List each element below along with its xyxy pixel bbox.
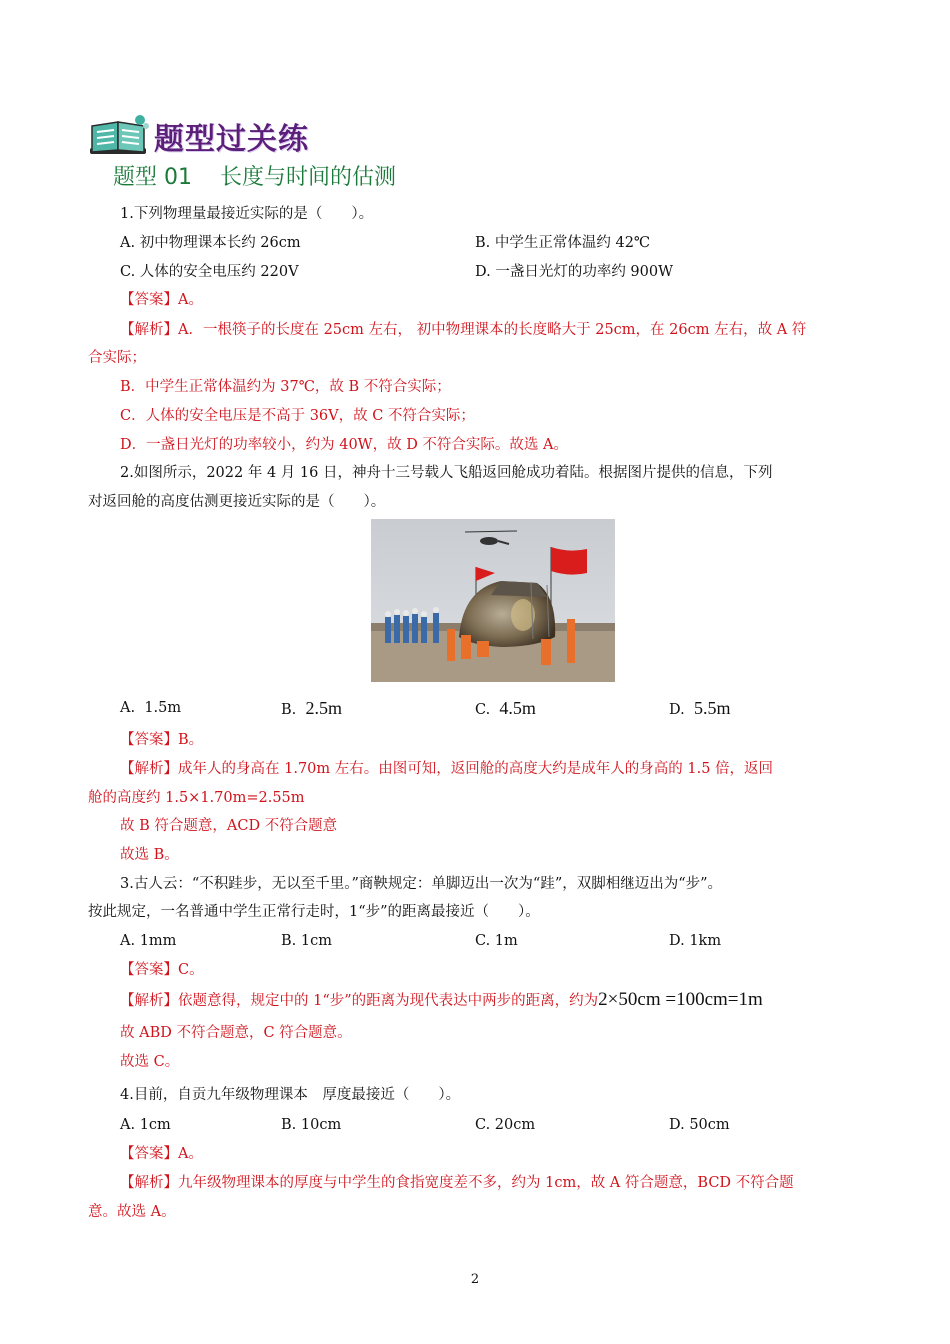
q3-option-a: A. 1mm [120,933,177,949]
q2-option-a-label: A. [120,700,136,716]
q4-analysis-line: 意。故选 A。 [88,1204,176,1220]
q1-option-c: C. 人体的安全电压约 220V [120,264,299,280]
q2-option-b [281,698,342,720]
q3-answer: 【答案】C。 [120,962,204,978]
q2-option-c-value: 4.5m [499,698,536,718]
q3-analysis-line: 故 ABD 不符合题意，C 符合题意。 [120,1025,352,1041]
q2-stem: 对返回舱的高度估测更接近实际的是（ ）。 [88,494,386,510]
q4-option-c: C. 20cm [475,1117,536,1133]
q4-option-d: D. 50cm [669,1117,730,1133]
q2-analysis-line: 【解析】成年人的身高在 1.70m 左右。由图可知，返回舱的高度大约是成年人的身高的 1.5 倍，返回 [120,761,774,777]
open-book-icon [88,112,150,160]
q1-option-a: A. 初中物理课本长约 26cm [120,235,301,251]
q2-option-c [475,698,536,720]
q2-option-b-label: B. [281,702,297,718]
q3-option-c: C. 1m [475,933,518,949]
q2-option-c-label: C. [475,702,491,718]
page-number: 2 [470,1272,480,1287]
q1-analysis-line: 合实际； [88,350,146,366]
section-title: 题型 01 长度与时间的估测 [113,165,396,190]
q3-formula: 2×50cm =100cm=1m [598,989,763,1010]
q2-option-a-value: 1.5m [144,700,182,716]
q2-stem: 2.如图所示，2022 年 4 月 16 日，神舟十三号载人飞船返回舱成功着陆。根据图片提供的信息，下列 [120,465,773,481]
q3-option-d: D. 1km [669,933,722,949]
q2-option-b-value: 2.5m [305,698,342,718]
q2-analysis-line: 故 B 符合题意，ACD 不符合题意 [120,818,338,834]
q4-option-a: A. 1cm [120,1117,171,1133]
q3-analysis-line: 故选 C。 [120,1054,180,1070]
q1-analysis-line: B．中学生正常体温约为 37℃，故 B 不符合实际； [120,379,451,395]
capsule-landing-photo [371,519,615,682]
q1-analysis-line: C．人体的安全电压是不高于 36V，故 C 不符合实际； [120,408,475,424]
q2-analysis-line: 舱的高度约 1.5×1.70m=2.55m [88,790,305,806]
q4-stem: 4.目前，自贡九年级物理课本 厚度最接近（ ）。 [120,1087,461,1103]
q3-analysis-text: 【解析】依题意得，规定中的 1“步”的距离为现代表达中两步的距离，约为 [120,993,599,1009]
q2-option-a [120,698,181,718]
q1-analysis-line: D．一盏日光灯的功率较小，约为 40W，故 D 不符合实际。故选 A。 [120,437,569,453]
q1-option-d: D. 一盏日光灯的功率约 900W [475,264,674,280]
q2-analysis-line: 故选 B。 [120,847,179,863]
q1-stem: 1.下列物理量最接近实际的是（ ）。 [120,206,374,222]
q2-answer: 【答案】B。 [120,732,204,748]
q3-analysis-line [120,990,763,1011]
q1-option-b: B. 中学生正常体温约 42℃ [475,235,651,251]
q3-option-b: B. 1cm [281,933,332,949]
q2-option-d [669,698,730,720]
q4-analysis-line: 【解析】九年级物理课本的厚度与中学生的食指宽度差不多，约为 1cm，故 A 符合题意，BCD 不符合题 [120,1175,794,1191]
practice-header [88,112,309,160]
q1-analysis-line: 【解析】A．一根筷子的长度在 25cm 左右， 初中物理课本的长度略大于 25cm，在 26cm 左右，故 A 符 [120,322,807,338]
q3-stem: 3.古人云：“不积跬步，无以至千里。”商鞅规定：单脚迈出一次为“跬”，双脚相继迈出为“步”。 [120,876,723,892]
q4-option-b: B. 10cm [281,1117,342,1133]
q3-stem: 按此规定，一名普通中学生正常行走时，1“步”的距离最接近（ ）。 [88,904,540,920]
q1-answer: 【答案】A。 [120,292,203,308]
header-title: 题型过关练 [154,122,309,157]
q2-option-d-label: D. [669,702,685,718]
q2-option-d-value: 5.5m [693,698,731,718]
q4-answer: 【答案】A。 [120,1146,203,1162]
